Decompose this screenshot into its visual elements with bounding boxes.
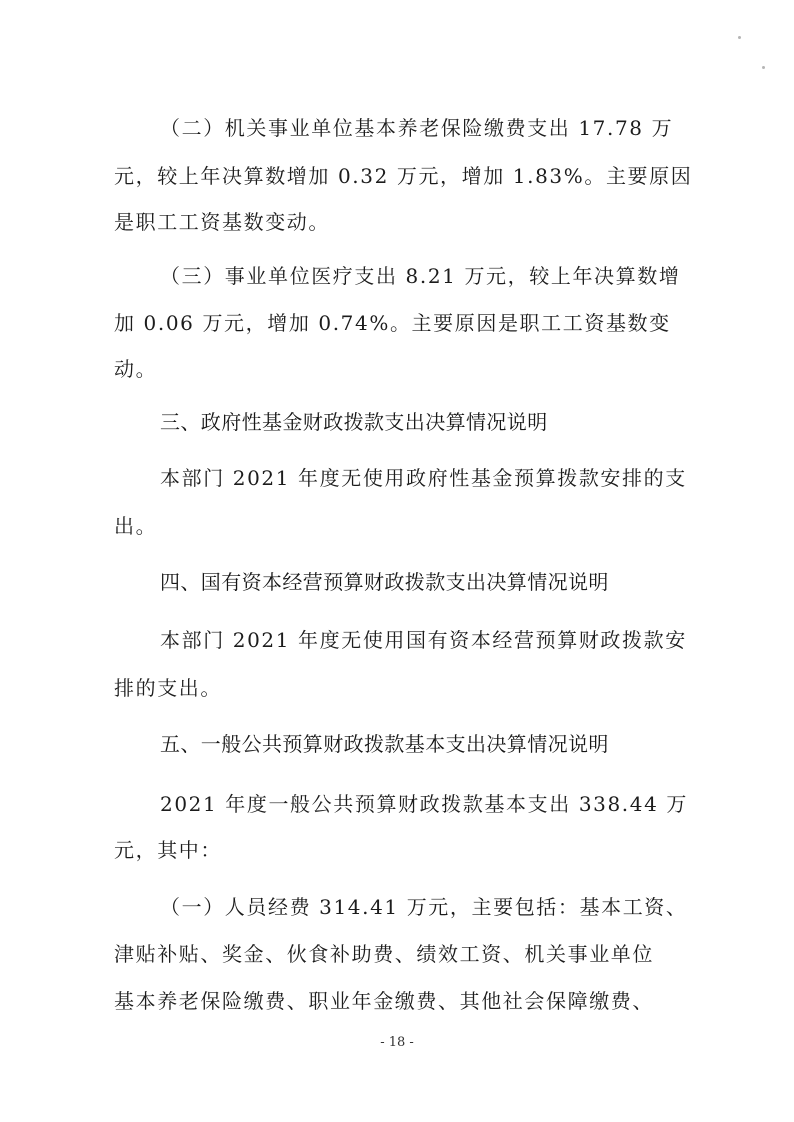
page-number: - 18 - (380, 1035, 414, 1050)
section-heading-state-capital: 四、国有资本经营预算财政拨款支出决算情况说明 (160, 570, 609, 594)
paragraph-medical-line-2: 加 0.06 万元，增加 0.74%。主要原因是职工工资基数变 (114, 311, 671, 335)
paragraph-government-fund-line-2: 出。 (114, 514, 158, 538)
section-heading-government-fund: 三、政府性基金财政拨款支出决算情况说明 (160, 410, 548, 434)
paragraph-pension-line-1: （二）机关事业单位基本养老保险缴费支出 17.78 万 (160, 116, 674, 140)
paragraph-pension-line-3: 是职工工资基数变动。 (114, 210, 330, 234)
scan-speck (738, 36, 741, 39)
paragraph-government-fund-line-1: 本部门 2021 年度无使用政府性基金预算拨款安排的支 (160, 466, 687, 490)
paragraph-pension-line-2: 元，较上年决算数增加 0.32 万元，增加 1.83%。主要原因 (114, 164, 693, 188)
paragraph-basic-expenditure-line-1: 2021 年度一般公共预算财政拨款基本支出 338.44 万 (160, 792, 688, 816)
section-heading-basic-expenditure: 五、一般公共预算财政拨款基本支出决算情况说明 (160, 732, 609, 756)
paragraph-personnel-line-2: 津贴补贴、奖金、伙食补助费、绩效工资、机关事业单位 (114, 942, 654, 966)
paragraph-personnel-line-1: （一）人员经费 314.41 万元，主要包括：基本工资、 (160, 895, 688, 919)
paragraph-medical-line-3: 动。 (114, 357, 158, 381)
paragraph-medical-line-1: （三）事业单位医疗支出 8.21 万元，较上年决算数增 (160, 264, 681, 288)
paragraph-state-capital-line-1: 本部门 2021 年度无使用国有资本经营预算财政拨款安 (160, 628, 687, 652)
paragraph-state-capital-line-2: 排的支出。 (114, 676, 222, 700)
paragraph-basic-expenditure-line-2: 元，其中： (114, 838, 222, 862)
paragraph-personnel-line-3: 基本养老保险缴费、职业年金缴费、其他社会保障缴费、 (114, 989, 654, 1013)
scan-speck (762, 66, 765, 69)
